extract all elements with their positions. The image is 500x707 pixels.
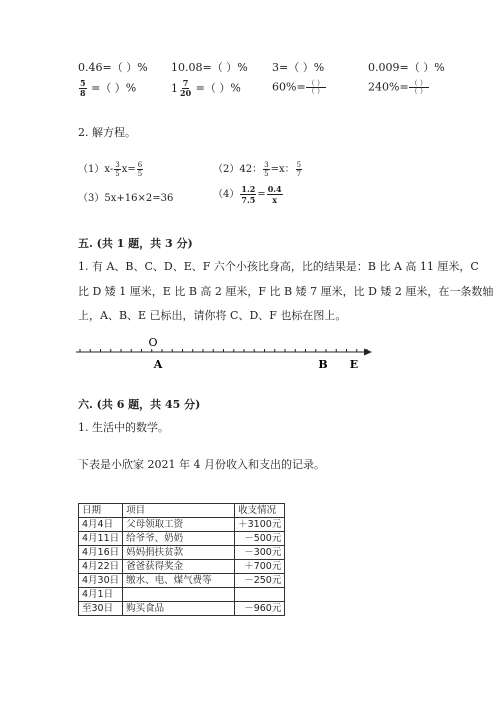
number-line — [70, 332, 380, 374]
cell-item: 缴水、电、煤气费等 — [123, 574, 235, 588]
cell-amount: ＋700元 — [235, 560, 285, 574]
header-amount: 收支情况 — [235, 504, 285, 518]
cell-item: 爸爸获得奖金 — [123, 560, 235, 574]
equation-4: （4） $\frac{1.2}{7.5}$ = $\frac{0.4}{x}$ — [213, 184, 282, 205]
cell-date: 4月11日 — [79, 532, 123, 546]
table-row — [79, 518, 285, 532]
exercise-10-08: 10.08=（ ）% — [171, 61, 248, 74]
cell-date: 4月22日 — [79, 560, 123, 574]
cell-amount: －960元 — [235, 602, 285, 616]
label-e: E — [349, 358, 359, 371]
exercise-3: 3=（ ）% — [272, 61, 325, 74]
equation-1: （1）x- $\frac{3}{5}$ x= $\frac{6}{5}$ — [78, 161, 143, 178]
header-item: 项目 — [123, 504, 235, 518]
table-row — [79, 602, 285, 616]
income-expense-table — [78, 503, 285, 616]
problem6-intro: 下表是小欣家 2021 年 4 月份收入和支出的记录。 — [78, 458, 325, 471]
section5-title: 五. (共 1 题，共 3 分) — [78, 237, 193, 250]
table-row — [79, 532, 285, 546]
label-b: B — [318, 358, 328, 371]
arrow-right-icon — [364, 349, 372, 356]
cell-item: 父母领取工资 — [123, 518, 235, 532]
cell-date: 4月30日 — [79, 574, 123, 588]
exercise-0-46: 0.46=（ ）% — [78, 61, 148, 74]
cell-amount: －500元 — [235, 532, 285, 546]
cell-amount: －250元 — [235, 574, 285, 588]
table-row — [79, 546, 285, 560]
cell-date: 4月16日 — [79, 546, 123, 560]
problem6-title: 1. 生活中的数学。 — [78, 421, 169, 434]
origin-label: O — [148, 336, 158, 349]
table-header-row — [79, 504, 285, 518]
cell-date: 至30日 — [79, 602, 123, 616]
exercise-mixed-fraction: 1 $\frac{7}{20}$ =（ ）% — [171, 78, 241, 98]
equation-2: （2）42： $\frac{3}{5}$ =x： $\frac{5}{7}$ — [213, 161, 302, 178]
cell-item: 购买食品 — [123, 602, 235, 616]
exercise-240-percent: 240%= （ ） （ ） — [368, 79, 427, 95]
label-a: A — [153, 358, 163, 371]
cell-date: 4月4日 — [79, 518, 123, 532]
section6-title: 六. (共 6 题，共 45 分) — [78, 398, 201, 411]
exercise-60-percent: 60%= （ ） （ ） — [272, 79, 324, 95]
header-date: 日期 — [79, 504, 123, 518]
table-row — [79, 574, 285, 588]
section2-title: 2. 解方程。 — [78, 126, 136, 139]
table-row — [79, 560, 285, 574]
exercise-five-eighths: $\frac{5}{8}$ =（ ）% — [80, 78, 137, 98]
cell-item — [123, 588, 235, 602]
cell-date: 4月1日 — [79, 588, 123, 602]
problem5-line2: 比 D 矮 1 厘米，E 比 B 高 2 厘米，F 比 B 矮 7 厘米，比 D 矮 2 厘米，在一条数轴 — [78, 285, 494, 298]
cell-amount: ＋3100元 — [235, 518, 285, 532]
cell-item: 妈妈捐扶贫款 — [123, 546, 235, 560]
problem5-line1: 1. 有 A、B、C、D、E、F 六个小孩比身高，比的结果是：B 比 A 高 11 厘米，C — [78, 260, 479, 273]
problem5-line3: 上，A、B、E 已标出，请你将 C、D、F 也标在图上。 — [78, 309, 347, 322]
table-row — [79, 588, 285, 602]
cell-amount: －300元 — [235, 546, 285, 560]
equation-3: （3）5x+16×2=36 — [78, 193, 174, 204]
exercise-0-009: 0.009=（ ）% — [368, 61, 445, 74]
cell-item: 给爷爷、奶奶 — [123, 532, 235, 546]
cell-amount — [235, 588, 285, 602]
